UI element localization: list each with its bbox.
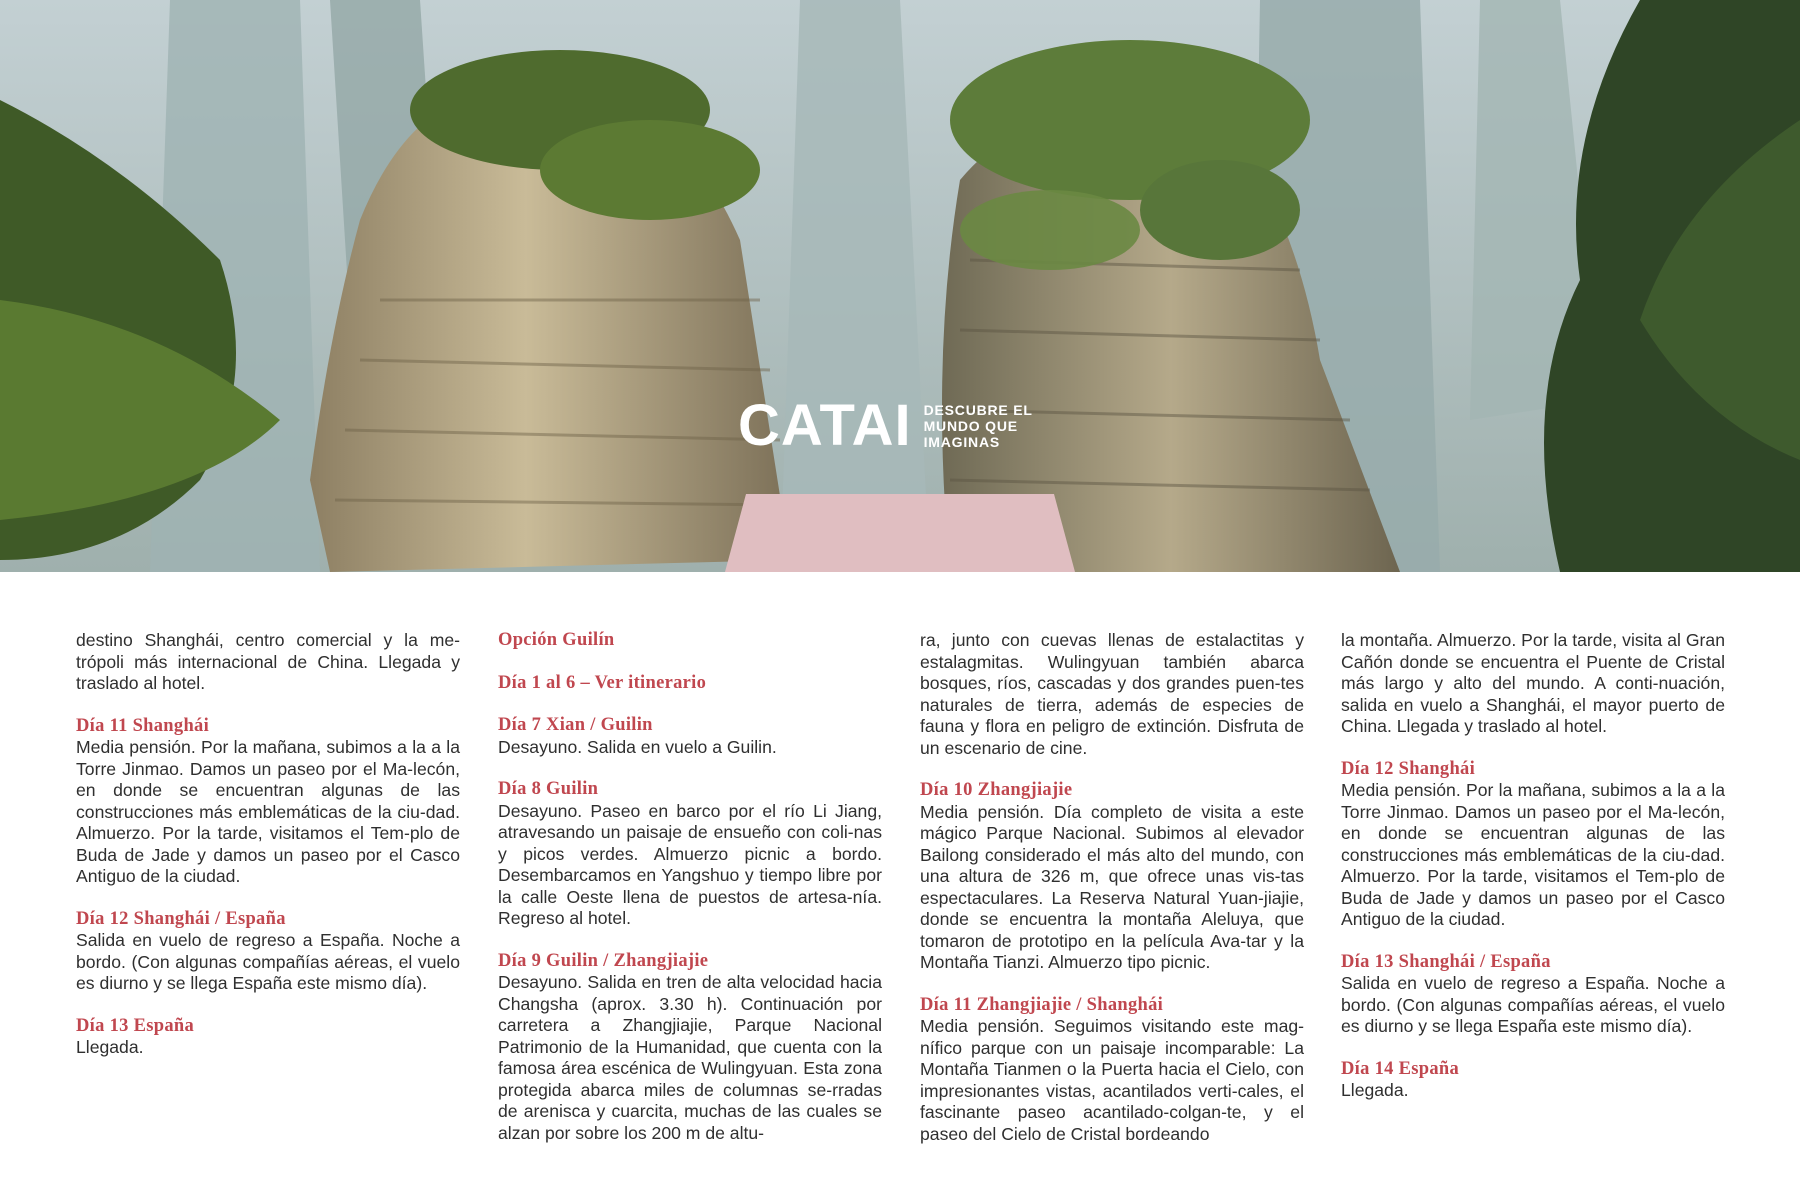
day-description: Llegada. <box>1341 1080 1409 1100</box>
day-heading: Día 14 España <box>1341 1058 1460 1079</box>
day-heading: Día 11 Shanghái <box>76 715 210 736</box>
day-heading: Día 12 Shanghái <box>1341 758 1476 779</box>
itinerary-block <box>1341 952 1725 1038</box>
day-description: ra, junto con cuevas llenas de estalactitas y estalagmitas. Wulingyuan también abarca bosques, ríos, cascadas y dos grandes puen-tes naturales de tierra, además de especies de fauna y flora en peligro de extinción. Disfruta de un escenario de cine. <box>920 630 1304 758</box>
tagline-line: MUNDO QUE <box>923 418 1018 434</box>
day-description: Media pensión. Seguimos visitando este mag-nífico parque con un paisaje incomparable: La Montaña Tianmen o la Puerta hacia el Cielo, con impresionantes vistas, acantilados verti-cales, el fascinante paseo acantilado-colgan-te, y el paseo del Cielo de Cristal bordeando <box>920 1016 1304 1144</box>
day-description: destino Shanghái, centro comercial y la me-trópoli más internacional de China. Llegada y traslado al hotel. <box>76 630 460 693</box>
day-heading: Día 7 Xian / Guilin <box>498 715 653 735</box>
day-description: Desayuno. Salida en vuelo a Guilin. <box>498 736 777 757</box>
day-heading: Día 1 al 6 – Ver itinerario <box>498 672 707 693</box>
pink-tab-shape <box>725 494 1075 572</box>
itinerary-block <box>1341 759 1725 931</box>
option-heading: Opción Guilín <box>498 630 615 650</box>
itinerary-block <box>76 1016 460 1059</box>
itinerary-block <box>76 630 460 695</box>
itinerary-block <box>498 779 882 930</box>
itinerary-block <box>1341 630 1725 738</box>
tagline-line: IMAGINAS <box>923 434 1000 450</box>
day-description: la montaña. Almuerzo. Por la tarde, visita al Gran Cañón donde se encuentra el Puente de Cristal más largo y alto del mundo. A conti-nuación, salida en vuelo a Shanghái, el mayor puerto de China. Llegada y traslado al hotel. <box>1341 630 1725 736</box>
itinerary-block <box>498 673 882 695</box>
itinerary-block <box>76 716 460 888</box>
itinerary-block <box>920 630 1304 759</box>
column-1 <box>76 630 460 1059</box>
itinerary-block <box>498 715 882 758</box>
itinerary-block <box>498 951 882 1145</box>
day-description: Salida en vuelo de regreso a España. Noche a bordo. (Con algunas compañías aéreas, el vuelo es diurno y se llega España este mismo día). <box>76 930 460 993</box>
column-2 <box>498 630 882 1144</box>
option-block <box>498 630 882 652</box>
day-heading: Día 10 Zhangjiajie <box>920 780 1073 800</box>
day-description: Desayuno. Paseo en barco por el río Li Jiang, atravesando un paisaje de ensueño con coli-nas y picos verdes. Almuerzo picnic a bordo. Desembarcamos en Yangshuo y tiempo libre por la calle Oeste llena de puestos de artesa-nía. Regreso al hotel. <box>498 800 882 928</box>
brand-logo <box>738 393 1033 458</box>
itinerary-block <box>76 909 460 995</box>
day-description: Llegada. <box>76 1037 144 1057</box>
karst-mountains-image <box>0 0 1800 572</box>
itinerary-block <box>920 995 1304 1146</box>
day-heading: Día 11 Zhangjiajie / Shanghái <box>920 994 1164 1015</box>
day-description: Media pensión. Por la mañana, subimos a la a la Torre Jinmao. Damos un paseo por el Ma-lecón, en donde se encuentran algunas de las construcciones más emblemáticas de la ciu-dad. Almuerzo. Por la tarde, visitamos el Tem-plo de Buda de Jade y damos un paseo por el Casco Antiguo de la ciudad. <box>1341 780 1725 929</box>
column-3 <box>920 630 1304 1145</box>
day-description: Media pensión. Día completo de visita a este mágico Parque Nacional. Subimos al elevador Bailong considerado el más alto del mundo, con una altura de 326 m, que ofrece unas vis-tas espectaculares. La Reserva Natural Yuan-jiajie, donde se encuentra la montaña Aleluya, que tomaron de prototipo en la película Ava-tar y la Montaña Tianzi. Almuerzo tipo picnic. <box>920 801 1304 972</box>
tagline-line: DESCUBRE EL <box>923 402 1033 418</box>
day-heading: Día 9 Guilin / Zhangjiajie <box>498 950 709 971</box>
day-description: Desayuno. Salida en tren de alta velocidad hacia Changsha (aprox. 3.30 h). Continuación por carretera a Zhangjiajie, Parque Nacional Patrimonio de la Humanidad, que cuenta con la famosa área escénica de Wulingyuan. Esta zona protegida abarca miles de columnas se-rradas de arenisca y cuarcita, muchas de las cuales se alzan por sobre los 200 m de altu- <box>498 972 882 1143</box>
day-heading: Día 13 España <box>76 1015 195 1036</box>
day-heading: Día 12 Shanghái / España <box>76 908 286 929</box>
hero-photo <box>0 0 1800 572</box>
catai-logo: CATAI <box>738 393 912 458</box>
day-description: Media pensión. Por la mañana, subimos a la a la Torre Jinmao. Damos un paseo por el Ma-lecón, en donde se encuentran algunas de las construcciones más emblemáticas de la ciu-dad. Almuerzo. Por la tarde, visitamos el Tem-plo de Buda de Jade y damos un paseo por el Casco Antiguo de la ciudad. <box>76 737 460 886</box>
itinerary-block <box>920 780 1304 974</box>
itinerary-block <box>1341 1059 1725 1102</box>
day-heading: Día 13 Shanghái / España <box>1341 951 1551 972</box>
day-description: Salida en vuelo de regreso a España. Noche a bordo. (Con algunas compañías aéreas, el vuelo es diurno y se llega España este mismo día). <box>1341 973 1725 1036</box>
brand-tagline <box>924 402 1033 450</box>
day-heading: Día 8 Guilin <box>498 779 599 799</box>
column-4 <box>1341 630 1725 1102</box>
